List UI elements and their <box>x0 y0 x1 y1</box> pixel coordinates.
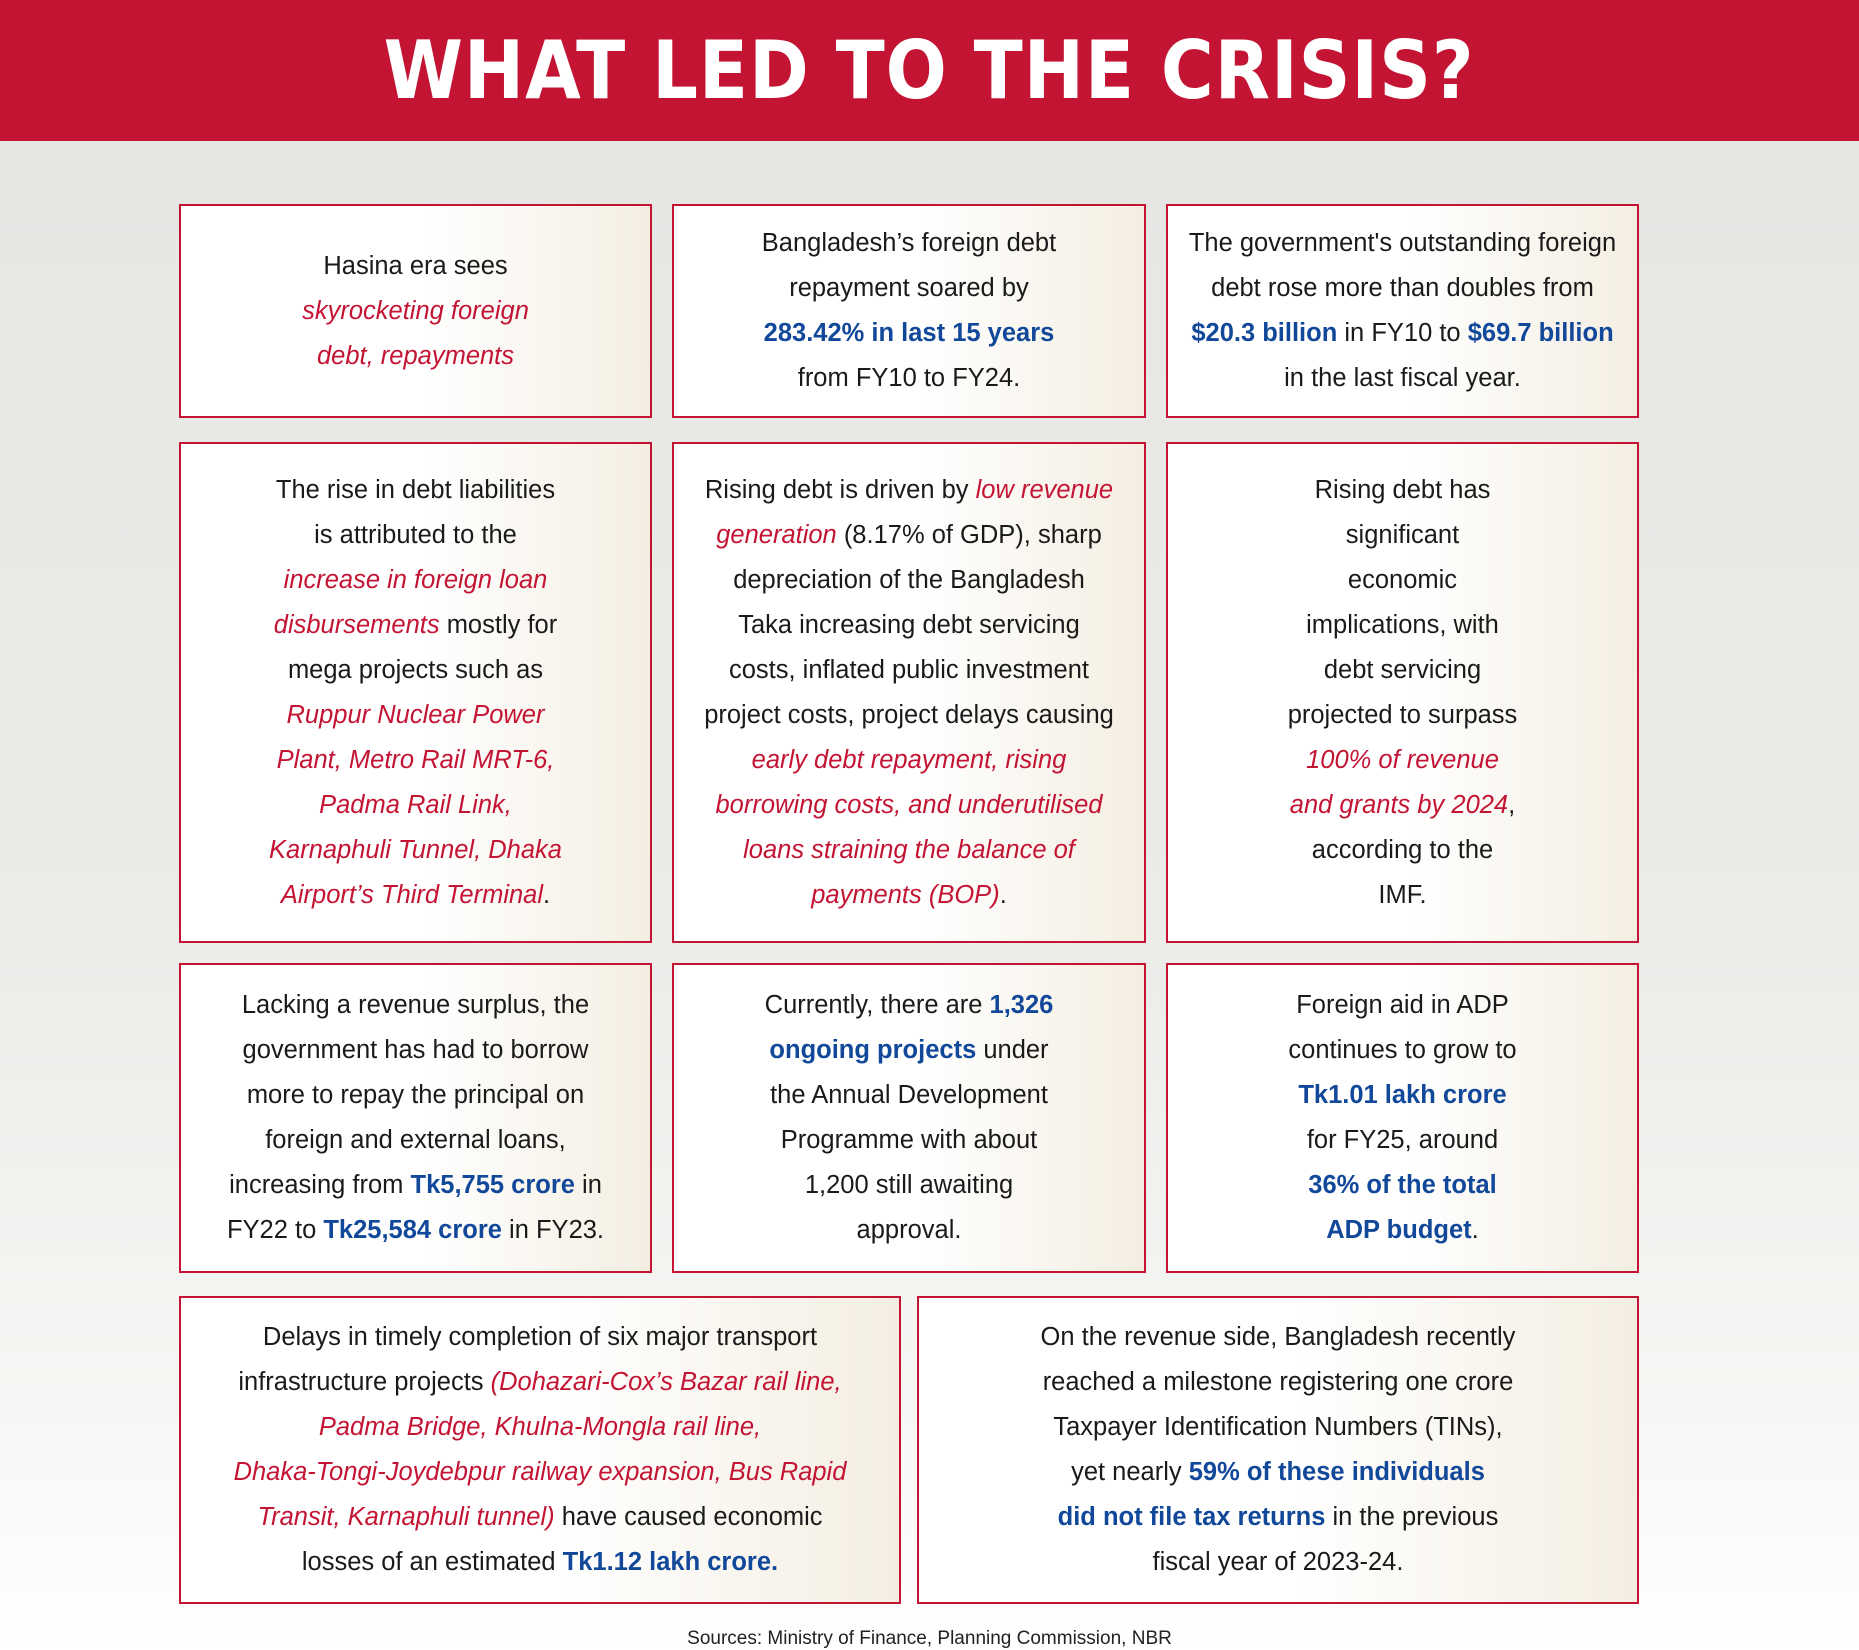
text-line: in the last fiscal year. <box>1284 364 1521 392</box>
text-line: in FY23. <box>501 1216 605 1244</box>
text-line: repayment soared by <box>789 274 1029 302</box>
fact-text <box>1288 983 1516 1253</box>
text-line: Taxpayer Identification Numbers (TINs), <box>1053 1413 1503 1441</box>
text-line: according to the <box>1311 835 1494 864</box>
red-highlight: Dhaka-Tongi-Joydebpur railway expansion, Bus Rapid <box>233 1458 847 1486</box>
text-line: the Annual Development <box>770 1081 1048 1109</box>
fact-text <box>762 221 1056 401</box>
text-line: Lacking a revenue surplus, the <box>241 991 590 1019</box>
fact-text <box>227 983 604 1253</box>
fact-text <box>302 244 529 379</box>
text-line: Hasina era sees <box>323 251 508 280</box>
text-line: On the revenue side, Bangladesh recently <box>1040 1323 1516 1351</box>
fact-box-hasina-era <box>179 204 652 418</box>
blue-highlight: 59% of these individuals <box>1188 1458 1485 1486</box>
red-highlight: payments (BOP) <box>811 880 1000 909</box>
red-highlight: (Dohazari-Cox’s Bazar rail line, <box>490 1368 842 1396</box>
text-line: economic <box>1347 565 1458 594</box>
text-line: significant <box>1345 520 1460 549</box>
fact-box-ongoing-projects <box>672 963 1146 1273</box>
red-highlight: and grants by 2024 <box>1289 790 1509 819</box>
text-line: more to repay the principal on <box>246 1081 585 1109</box>
text-line: , <box>1508 790 1516 819</box>
text-line: debt servicing <box>1323 655 1482 684</box>
fact-box-revenue-surplus <box>179 963 652 1273</box>
text-line: IMF. <box>1378 880 1427 909</box>
text-line: approval. <box>856 1216 962 1244</box>
fact-text <box>704 468 1114 918</box>
text-line: project costs, project delays causing <box>704 700 1114 729</box>
text-line: government has had to borrow <box>242 1036 589 1064</box>
text-line: foreign and external loans, <box>265 1126 566 1154</box>
text-line: . <box>999 880 1007 909</box>
text-line: Currently, there are <box>764 991 990 1019</box>
text-line: Taka increasing debt servicing <box>738 610 1080 639</box>
text-line: 1,200 still awaiting <box>804 1171 1014 1199</box>
text-line: in the previous <box>1325 1503 1499 1531</box>
red-highlight: Plant, Metro Rail MRT-6, <box>276 745 555 774</box>
sources-footnote: Sources: Ministry of Finance, Planning Commission, NBR <box>687 1628 1172 1649</box>
fact-box-debt-repayment <box>672 204 1146 418</box>
fact-box-economic-implications <box>1166 442 1639 943</box>
text-line: mostly for <box>439 610 558 639</box>
red-highlight: debt, repayments <box>316 341 515 370</box>
blue-highlight: ADP budget <box>1326 1216 1472 1244</box>
text-line: Programme with about <box>780 1126 1038 1154</box>
fact-box-tax-returns <box>917 1296 1639 1604</box>
red-highlight: increase in foreign loan <box>283 565 548 594</box>
header-banner <box>0 0 1859 141</box>
text-line: (8.17% of GDP), sharp <box>836 520 1102 549</box>
red-highlight: Padma Rail Link, <box>319 790 512 819</box>
fact-text <box>1041 1315 1516 1585</box>
red-highlight: early debt repayment, rising <box>751 745 1067 774</box>
text-line: in FY10 to <box>1337 319 1468 347</box>
text-line: Rising debt has <box>1314 475 1491 504</box>
text-line: Bangladesh’s foreign debt <box>761 229 1057 257</box>
red-highlight: 100% of revenue <box>1306 745 1499 774</box>
text-line: FY22 to <box>226 1216 324 1244</box>
red-highlight: low revenue <box>975 475 1114 504</box>
text-line: continues to grow to <box>1288 1036 1517 1064</box>
red-highlight: Padma Bridge, Khulna-Mongla rail line, <box>318 1413 762 1441</box>
fact-box-project-delays <box>179 1296 901 1604</box>
text-line: reached a milestone registering one crore <box>1042 1368 1514 1396</box>
text-line: under <box>976 1036 1049 1064</box>
text-line: increasing from <box>229 1171 411 1199</box>
blue-highlight: ongoing projects <box>769 1036 977 1064</box>
text-line: depreciation of the Bangladesh <box>733 565 1085 594</box>
text-line: costs, inflated public investment <box>728 655 1089 684</box>
red-highlight: generation <box>716 520 837 549</box>
red-highlight: Airport’s Third Terminal <box>280 880 544 909</box>
text-line: . <box>1471 1216 1479 1244</box>
blue-highlight: Tk5,755 crore <box>410 1171 575 1199</box>
text-line: Foreign aid in ADP <box>1296 991 1509 1019</box>
blue-highlight: 283.42% in last 15 years <box>763 319 1055 347</box>
text-line: from FY10 to FY24. <box>797 364 1021 392</box>
blue-highlight: did not file tax returns <box>1057 1503 1326 1531</box>
text-line: fiscal year of 2023-24. <box>1152 1548 1404 1576</box>
blue-highlight: Tk1.12 lakh crore. <box>562 1548 779 1576</box>
fact-box-foreign-aid-adp <box>1166 963 1639 1273</box>
blue-highlight: 1,326 <box>989 991 1054 1019</box>
fact-text <box>269 468 562 918</box>
text-line: losses of an estimated <box>301 1548 563 1576</box>
text-line: for FY25, around <box>1306 1126 1499 1154</box>
blue-highlight: Tk1.01 lakh crore <box>1298 1081 1507 1109</box>
fact-box-rising-debt-drivers <box>672 442 1146 943</box>
text-line: in <box>574 1171 602 1199</box>
text-line: yet nearly <box>1071 1458 1189 1486</box>
red-highlight: Karnaphuli Tunnel, Dhaka <box>269 835 562 864</box>
page-title: WHAT LED TO THE CRISIS? <box>384 24 1475 117</box>
red-highlight: disbursements <box>273 610 440 639</box>
red-highlight: skyrocketing foreign <box>302 296 529 325</box>
text-line: Rising debt is driven by <box>704 475 976 504</box>
red-highlight: loans straining the balance of <box>743 835 1075 864</box>
blue-highlight: $69.7 billion <box>1467 319 1614 347</box>
fact-text <box>765 983 1054 1253</box>
text-line: projected to surpass <box>1287 700 1518 729</box>
fact-box-debt-liabilities <box>179 442 652 943</box>
text-line: is attributed to the <box>314 520 517 549</box>
text-line: . <box>543 880 551 909</box>
text-line: The rise in debt liabilities <box>275 475 556 504</box>
fact-text <box>234 1315 847 1585</box>
text-line: mega projects such as <box>287 655 544 684</box>
fact-text <box>1189 221 1616 401</box>
fact-text <box>1288 468 1518 918</box>
fact-box-outstanding-debt <box>1166 204 1639 418</box>
red-highlight: borrowing costs, and underutilised <box>715 790 1103 819</box>
blue-highlight: Tk25,584 crore <box>323 1216 502 1244</box>
red-highlight: Ruppur Nuclear Power <box>286 700 545 729</box>
text-line: The government's outstanding foreign <box>1188 229 1617 257</box>
text-line: Delays in timely completion of six major transport <box>262 1323 818 1351</box>
red-highlight: Transit, Karnaphuli tunnel) <box>257 1503 555 1531</box>
blue-highlight: 36% of the total <box>1308 1171 1497 1199</box>
text-line: infrastructure projects <box>238 1368 491 1396</box>
blue-highlight: $20.3 billion <box>1191 319 1338 347</box>
text-line: implications, with <box>1306 610 1499 639</box>
text-line: debt rose more than doubles from <box>1211 274 1594 302</box>
text-line: have caused economic <box>554 1503 823 1531</box>
